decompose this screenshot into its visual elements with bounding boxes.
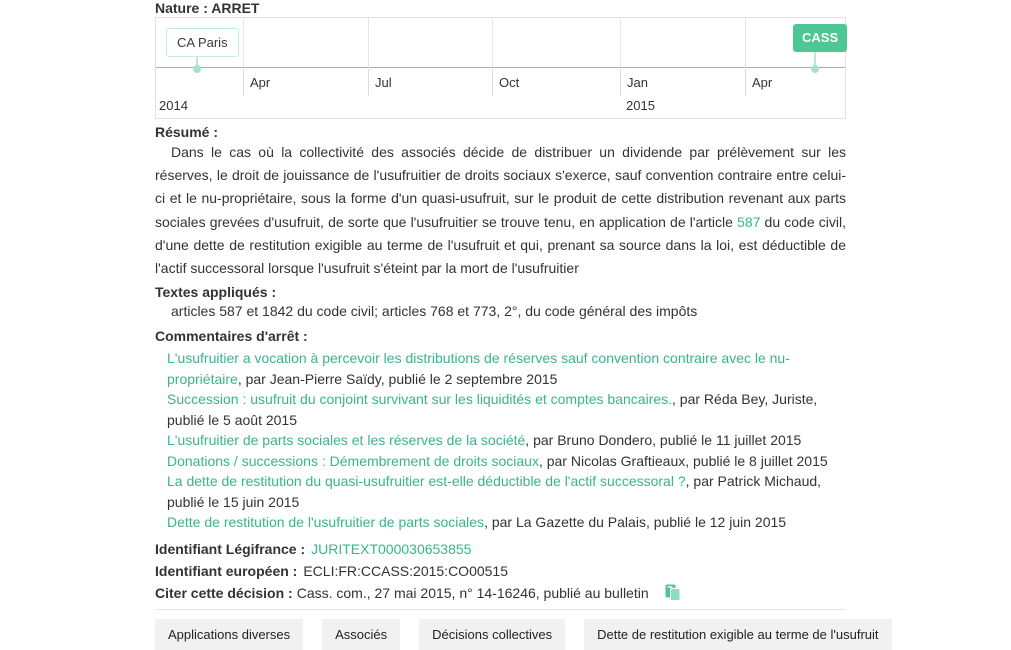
- commentaire-item: [167, 389, 846, 430]
- timeline-gridline: [492, 18, 493, 68]
- decision-timeline: [155, 17, 846, 119]
- commentaire-item: [167, 430, 846, 451]
- timeline-year-2014: 2014: [159, 98, 188, 113]
- identifiant-europeen-value: ECLI:FR:CCASS:2015:CO00515: [303, 562, 508, 579]
- copy-icon[interactable]: [665, 584, 681, 606]
- identifiant-legifrance-row: [155, 539, 846, 559]
- tag-chip[interactable]: Applications diverses: [155, 619, 303, 650]
- commentaire-link[interactable]: L'usufruitier a vocation à percevoir les distributions de réserves sauf convention contraire avec le nu-propriétaire: [167, 350, 790, 387]
- resume-text-after: du code civil, d'une dette de restitution exigible au terme de l'usufruit et qui, prenant sa source dans la loi, est déductible de l'actif successoral lorsque l'usufruit s'éteint par la mort de l'usufruitier: [155, 213, 846, 277]
- timeline-tick-apr-2014: Apr: [243, 69, 270, 96]
- article-587-link[interactable]: 587: [737, 213, 761, 230]
- commentaire-link[interactable]: Succession : usufruit du conjoint survivant sur les liquidités et comptes bancaires.: [167, 391, 673, 408]
- timeline-axis: [156, 69, 845, 118]
- commentaire-meta: , par Nicolas Graftieaux, publié le 8 juillet 2015: [538, 452, 828, 469]
- tag-chip[interactable]: Dette de restitution exigible au terme de l'usufruit: [584, 619, 891, 650]
- timeline-tick-jan-2015: Jan: [620, 69, 648, 96]
- identifiant-europeen-row: [155, 561, 846, 581]
- commentaire-link[interactable]: Dette de restitution de l'usufruitier de parts sociales: [167, 514, 485, 531]
- timeline-badge-row: [156, 18, 845, 68]
- textes-appliques-heading: Textes appliqués :: [155, 284, 277, 301]
- identifiant-europeen-label: Identifiant européen :: [155, 562, 298, 579]
- textes-appliques-text: articles 587 et 1842 du code civil; articles 768 et 773, 2°, du code général des impôts: [171, 303, 698, 320]
- commentaire-item: [167, 348, 846, 389]
- timeline-tick-oct-2014: Oct: [492, 69, 519, 96]
- nature-line-clipped: [155, 0, 846, 16]
- timeline-gridline: [243, 18, 244, 68]
- commentaire-link[interactable]: La dette de restitution du quasi-usufruitier est-elle déductible de l'actif successoral ?: [167, 473, 686, 490]
- commentaire-item: [167, 451, 846, 472]
- citation-value: Cass. com., 27 mai 2015, n° 14-16246, publié au bulletin: [296, 584, 649, 601]
- nature-label: Nature : ARRET: [155, 0, 260, 16]
- timeline-gridline: [620, 18, 621, 68]
- commentaire-link[interactable]: L'usufruitier de parts sociales et les réserves de la société: [167, 432, 526, 449]
- timeline-badge-cass[interactable]: CASS: [793, 24, 847, 52]
- commentaire-meta: , par Jean-Pierre Saïdy, publié le 2 septembre 2015: [237, 370, 558, 387]
- tag-chip[interactable]: Décisions collectives: [419, 619, 565, 650]
- commentaire-link[interactable]: Donations / successions : Démembrement de droits sociaux: [167, 452, 539, 469]
- commentaire-item: [167, 512, 846, 533]
- commentaire-meta: , par La Gazette du Palais, publié le 12 juin 2015: [484, 514, 787, 531]
- commentaires-heading: Commentaires d'arrêt :: [155, 328, 308, 345]
- timeline-tick-apr-2015: Apr: [745, 69, 772, 96]
- commentaires-list: [155, 348, 846, 533]
- citation-label: Citer cette décision :: [155, 584, 293, 601]
- citation-row: [155, 583, 846, 606]
- tag-chip[interactable]: Associés: [322, 619, 400, 650]
- identifiant-legifrance-label: Identifiant Légifrance :: [155, 540, 306, 557]
- commentaire-meta: , par Patrick Michaud, publié le 15 juin 2015: [167, 473, 822, 510]
- timeline-tick-jul-2014: Jul: [368, 69, 392, 96]
- commentaire-meta: , par Réda Bey, Juriste, publié le 5 août 2015: [167, 391, 818, 428]
- resume-heading: Résumé :: [155, 124, 219, 140]
- tags-row: [155, 619, 879, 650]
- resume-text: [155, 141, 846, 280]
- decision-detail-panel: [155, 0, 879, 650]
- timeline-gridline: [745, 18, 746, 68]
- identifiant-legifrance-link[interactable]: JURITEXT000030653855: [311, 540, 472, 557]
- resume-text-before: Dans le cas où la collectivité des associés décide de distribuer un dividende par prélèvement sur les réserves, le droit de jouissance de l'usufruitier de droits sociaux s'exerce, sauf convention contraire entre celui-ci et le nu-propriétaire, sous la forme d'un quasi-usufruit, sur le produit de cette distribution revenant aux parts sociales grevées d'usufruit, de sorte que l'usufruitier se trouve tenu, en application de l'article: [155, 144, 846, 230]
- timeline-year-2015: 2015: [626, 98, 655, 113]
- timeline-badge-ca-paris[interactable]: CA Paris: [166, 28, 239, 57]
- commentaire-item: [167, 471, 846, 512]
- section-divider: [155, 609, 846, 610]
- commentaire-meta: , par Bruno Dondero, publié le 11 juillet 2015: [525, 432, 802, 449]
- timeline-gridline: [368, 18, 369, 68]
